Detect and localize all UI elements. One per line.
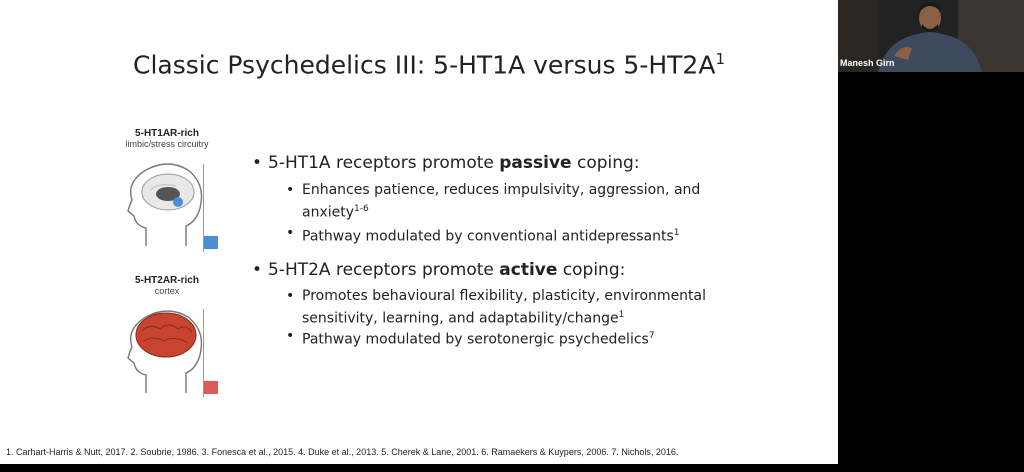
sub-bullet-patience-ref: 1-6 (354, 204, 369, 214)
participant-name-label: Manesh Girn (840, 58, 895, 68)
sub-bullet-antidepressants: • Pathway modulated by conventional antidepressants$^1$ (286, 225, 680, 245)
figure-5ht2a-title: 5-HT2AR-rich (135, 275, 199, 286)
slide-title (133, 50, 725, 79)
figure-5ht1a-label (108, 128, 226, 149)
scale-bar-2a-fill (204, 381, 218, 394)
sub-bullet-psychedelics-text: Pathway modulated by serotonergic psychedelics (302, 331, 649, 348)
sub-bullet-patience: • Enhances patience, reduces impulsivity, aggression, and anxiety$^{1-6}$ (286, 182, 701, 221)
sub-bullet-flexibility: • Promotes behavioural flexibility, plasticity, environmental sensitivity, learning, and adaptability/change$^1$ (286, 288, 707, 327)
bullet-5ht2a-suffix: coping: (557, 260, 626, 280)
figure-5ht1a-title: 5-HT1AR-rich (135, 128, 199, 139)
figure-5ht2a-label (108, 275, 226, 296)
figure-5ht2a-subtitle: cortex (154, 286, 180, 296)
bullet-5ht1a-suffix: coping: (571, 153, 640, 173)
slide-footnotes: 1. Carhart-Harris & Nutt, 2017. 2. Soubrie, 1986. 3. Fonesca et al., 2015. 4. Duke et al., 2013. 5. Cherek & Lane, 2001. 6. Ramaekers & Kuypers, 2006. 7. Nichols, 2016. (6, 447, 679, 457)
bullet-5ht1a: • 5-HT1A receptors promote passive coping: (252, 153, 640, 173)
figure-5ht1a (108, 128, 238, 253)
sub-bullet-patience-text: Enhances patience, reduces impulsivity, aggression, and anxiety (302, 182, 701, 221)
bullet-5ht1a-emphasis: passive (499, 153, 572, 173)
title-reference: 1 (715, 50, 725, 68)
participant-video-tile[interactable] (838, 0, 1024, 72)
sub-bullet-flexibility-text: Promotes behavioural flexibility, plasticity, environmental sensitivity, learning, and adaptability/change (302, 288, 707, 327)
bullet-5ht2a-prefix: 5-HT2A receptors promote (268, 260, 500, 280)
slide-bottom-bar (0, 464, 838, 472)
head-cortex-illustration (116, 301, 212, 397)
figure-5ht1a-subtitle: limbic/stress circuitry (125, 139, 209, 149)
figure-5ht2a (108, 275, 238, 400)
sub-bullet-antidepressants-text: Pathway modulated by conventional antidepressants (302, 228, 674, 245)
sub-bullet-flexibility-ref: 1 (618, 310, 625, 320)
scale-bar-1a-fill (204, 236, 218, 249)
sub-bullet-psychedelics: • Pathway modulated by serotonergic psychedelics$^7$ (286, 328, 655, 348)
sub-bullet-psychedelics-ref: 7 (648, 331, 655, 341)
head-limbic-illustration (116, 156, 212, 252)
bullet-5ht2a: • 5-HT2A receptors promote active coping: (252, 260, 626, 280)
slide-title-text: Classic Psychedelics III: 5-HT1A versus 5-HT2A (133, 50, 716, 80)
sub-bullet-antidepressants-ref: 1 (673, 228, 680, 238)
bullet-5ht1a-prefix: 5-HT1A receptors promote (268, 153, 500, 173)
bullet-5ht2a-emphasis: active (499, 260, 558, 280)
